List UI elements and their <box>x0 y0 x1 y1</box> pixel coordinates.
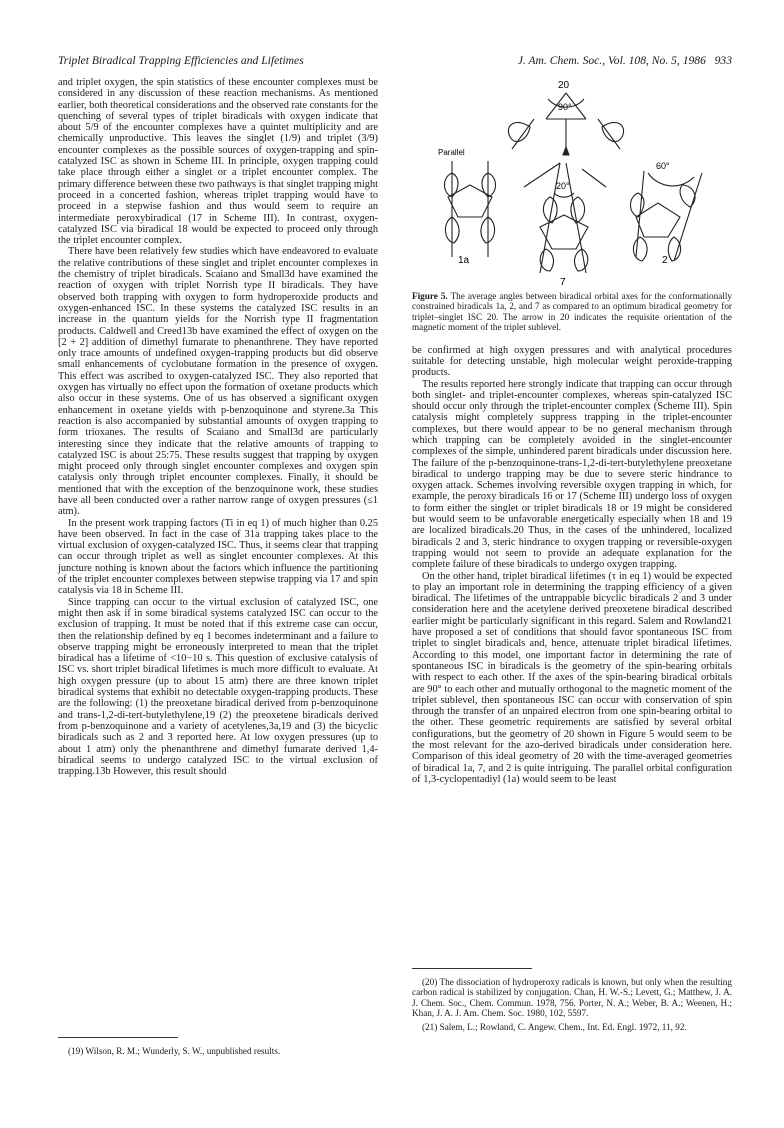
label-angle-60: 60° <box>656 161 670 171</box>
paragraph: In the present work trapping factors (Ti in eq 1) of much higher than 0.25 have been observed. In fact in the case of 31a trapping takes place to the virtual exclusion of oxygen-catalyzed ISC. Thus, it seems clear that trapping can occur through triplet as well as singlet encounter complexes. At this juncture nothing is known about the factors which influence the partitioning of the triplet encounter complexes between stepwise trapping via 17 and spin catalysis via 18 in Scheme III. <box>58 517 378 597</box>
paragraph: and triplet oxygen, the spin statistics of these encounter complexes must be considered in any discussion of these reaction mechanisms. As mentioned earlier, both theoretical considerations and the observed rate constants for the quenching of several types of triplet biradicals with oxygen indicate that about 5/9 of the encounter complexes have a quintet multiplicity and are chemically unproductive. This leaves the singlet (1/9) and triplet (3/9) encounter complexes as the possible sources of oxygen-trapping and spin-catalyzed ISC as shown in Scheme III. In principle, oxygen trapping could take place through either a singlet or a triplet encounter complex. The primary difference between these two pathways is that singlet trapping might proceed in a concerted fashion, whereas triplet trapping would have to proceed in a stepwise fashion and thus would seem to require an intermediate peroxybiradical (17 in Scheme III). In contrast, oxygen-catalyzed ISC via biradical 18 would be expected to proceed only through the triplet encounter complex. <box>58 77 378 247</box>
paragraph: On the other hand, triplet biradical lifetimes (τ in eq 1) would be expected to play an important role in determining the trapping efficiency of a given biradical. The lifetimes of the untrappable bicyclic biradicals 2 and 3 under consideration here and the acetylene derived preoxetene biradical described earlier might be particularly significant in this regard. Salem and Rowland21 have proposed a set of conditions that should favor spontaneous ISC from triplet to singlet biradicals and, hence, attenuate triplet biradical lifetimes. According to this model, one important factor in determining the rate of spontaneous ISC in biradicals is the geometry of the spin-bearing orbitals with respect to each other. If the axes of the spin-bearing biradical orbitals are 90° to each other and mutually orthogonal to the magnetic moment of the triplet sublevel, then spontaneous ISC can occur with conservation of spin through the transfer of an unpaired electron from one spin-bearing orbital to the other. These geometric requirements are satisfied by several orbital configurations, but the geometry of 20 shown in Figure 5 would seem to be the most relevant for the azo-derived biradicals under consideration here. Comparison of this ideal geometry of 20 with the time-averaged geometries of biradical 1a, 7, and 2 is quite intriguing. The parallel orbital configuration of 1,3-cyclopentadiyl (1a) would seem to be least <box>412 570 732 785</box>
label-angle-20: 20° <box>556 181 570 191</box>
paragraph: be confirmed at high oxygen pressures and with analytical procedures suitable for detecting unstable, high molecular weight peroxide-trapping products. <box>412 344 732 379</box>
footnote-20: (20) The dissociation of hydroperoxy radicals is known, but only when the resulting carbon radical is stabilized by conjugation. Chan, H. W.-S.; Levett, G.; Matthew, J. A. J. Chem. Soc., Chem. Commun. 1978, 756. Porter, N. A.; Weber, B. A.; Weenen, H.; Khan, J. A. J. Am. Chem. Soc. 1980, 102, 5597. <box>412 977 732 1019</box>
running-header <box>58 54 732 70</box>
caption-text: The average angles between biradical orbital axes for the conformationally constrained biradicals 1a, 2, and 7 as compared to an optimum biradical geometry for triplet–singlet ISC 20. The arrow in 20 indicates the requisite orientation of the magnetic moment of the triplet sublevel. <box>412 291 732 333</box>
left-column <box>58 77 378 777</box>
footnote-21: (21) Salem, L.; Rowland, C. Angew. Chem., Int. Ed. Engl. 1972, 11, 92. <box>422 1021 687 1032</box>
figure-caption <box>412 291 732 333</box>
paragraph: There have been relatively few studies which have endeavored to evaluate the relative contributions of these singlet and triplet encounter complexes in the chemistry of triplet biradicals. Scaiano and Small3d have examined the reaction of oxygen with triplet Norrish type II biradicals. They have observed both trapping with oxygen to form hydroperoxide products and oxygen-enhanced ISC. In these systems the catalyzed ISC results in an increase in the quantum yields for the Norrish type II fragmentation products. Caldwell and Creed13b have examined the effect of oxygen on the [2 + 2] addition of dimethyl fumarate to phenanthrene. They have reported only trace amounts of undefined oxygen-trapping products but did observe small enhancements of cyclobutane formation in the presence of oxygen. This effect was ascribed to oxygen-catalyzed ISC. They also reported that oxygen has virtually no effect upon the formation of oxetane products which also occur in these systems. One of us has observed a significant oxygen enhancement in oxetane yields with p-benzoquinone and styrene.3a This reaction is also accompanied by substantial amounts of oxygen trapping to form trioxanes. The results of Scaiano and Small3d are particularly interesting since they indicate that the relative amounts of trapping to catalyzed ISC is about 25:75. These results suggest that trapping by oxygen might proceed only through singlet encounter complexes and oxygen spin catalysis only through triplet encounter complexes. Finally, it should be mentioned that with the exception of the benzoquinone work, these studies have all been conducted over a rather narrow range of oxygen pressures (≤1 atm). <box>58 246 378 518</box>
label-compound-7: 7 <box>560 277 566 288</box>
caption-label: Figure 5. <box>412 291 448 301</box>
footnote-rule <box>412 968 532 969</box>
footnotes-left <box>58 1037 378 1059</box>
footnotes-right <box>412 968 732 1035</box>
page-number: 933 <box>714 54 732 67</box>
running-title: Triplet Biradical Trapping Efficiencies and Lifetimes <box>58 54 304 67</box>
paragraph: Since trapping can occur to the virtual exclusion of catalyzed ISC, one might then ask if in some biradical systems catalyzed ISC can occur to the exclusion of trapping. It must be noted that if this extreme case can occur, then the relationship defined by eq 1 becomes indeterminant and a failure to observe trapping might be erroneously interpreted to mean that the triplet biradical has a lifetime of <10−10 s. This question of exclusive catalysis of ISC vs. short triplet biradical lifetimes is much more difficult to evaluate. At high oxygen pressure (up to about 15 atm) there are three known triplet biradical systems that exhibit no detectable oxygen-trapping products. These are the following: (1) the preoxetane biradical derived from p-benzoquinone and trans-1,2-di-tert-butylethylene,19 (2) the preoxetene biradicals derived from p-benzoquinone and a variety of acetylenes,3a,19 and (3) the bicyclic biradicals such as 2 and 3 reported here. At low oxygen pressures (up to about 1 atm) only the phenanthrene and dimethyl fumarate derived 1,4-biradical seems to undergo catalyzed ISC to the virtual exclusion of trapping.13b However, this result should <box>58 596 378 778</box>
journal-name: J. Am. Chem. Soc., Vol. 108, No. 5, 1986 <box>517 54 706 67</box>
figure-5 <box>412 77 732 289</box>
label-parallel: Parallel <box>438 148 465 157</box>
journal-citation <box>518 54 732 67</box>
paragraph: The results reported here strongly indicate that trapping can occur through both singlet- and triplet-encounter complexes, whereas spin-catalyzed ISC should occur only through the triplet-encounter complex (Scheme III). Spin catalysis might completely suppress trapping in the triplet-encounter complexes, but there would appear to be no general mechanism through which trapping can be completely avoided in the singlet-encounter complexes of the simple, unhindered parent biradicals under discussion here. The failure of the p-benzoquinone-trans-1,2-di-tert-butylethylene preoxetane biradical to undergo trapping may be due to severe steric hindrance to oxygen attack. Schemes involving reversible oxygen trapping in which, for example, the peroxy biradicals 16 or 17 (Scheme III) undergo loss of oxygen to form either the singlet or triplet biradicals 18 or 19 might be considered but would seem to be unfavorable energetically especially when 18 and 19 are localized biradicals.20 Thus, in the cases of the unhindered, localized biradicals 2 and 3, steric hindrance to oxygen trapping or reversible-oxygen trapping would not seem to provide an adequate explanation for the complete failure of these biradicals to undergo oxygen trapping. <box>412 378 732 571</box>
label-angle-90: 90° <box>558 102 572 112</box>
orbital-geometry-diagram <box>412 77 732 289</box>
label-compound-1a: 1a <box>458 255 470 266</box>
label-compound-2: 2 <box>662 255 668 266</box>
label-compound-20: 20 <box>558 80 570 91</box>
right-column <box>412 77 732 785</box>
footnote-19: (19) Wilson, R. M.; Wunderly, S. W., unpublished results. <box>68 1046 281 1056</box>
footnote-rule <box>58 1037 178 1038</box>
